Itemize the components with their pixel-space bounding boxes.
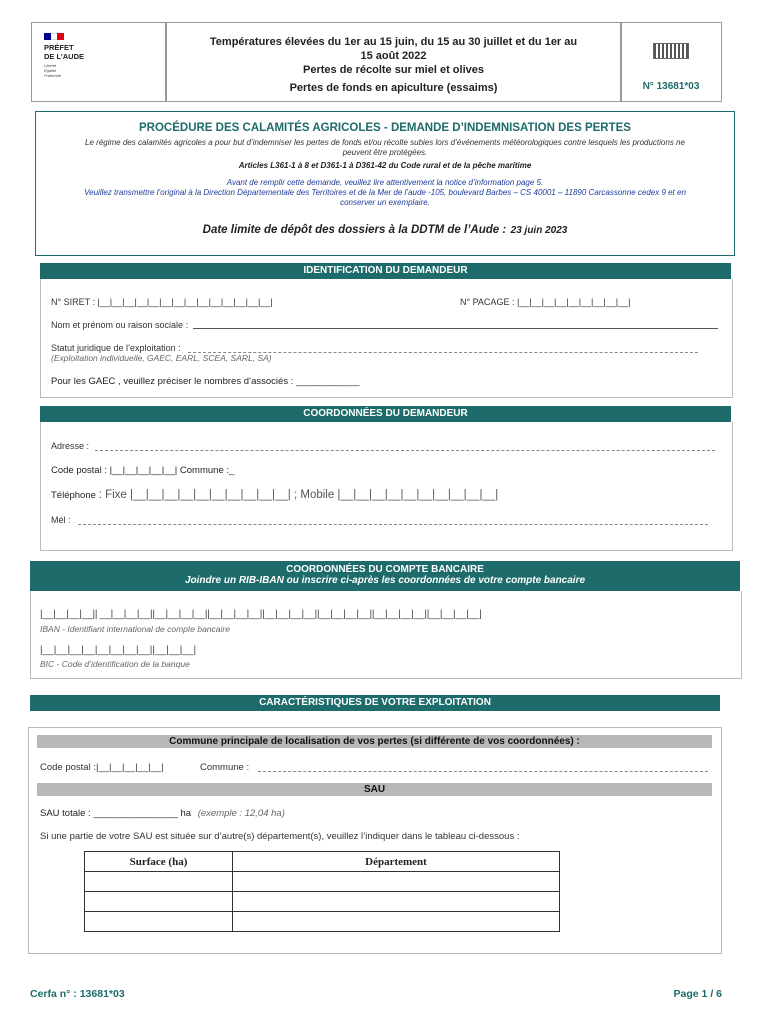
- phone-label: Téléphone: [51, 490, 96, 501]
- status-label: Statut juridique de l’exploitation :: [51, 343, 181, 353]
- exploitation-commune-field[interactable]: [258, 771, 708, 772]
- table-header-departement: Département: [233, 852, 560, 872]
- logo-line: PRÉFET: [44, 43, 74, 52]
- section-identification-title: IDENTIFICATION DU DEMANDEUR: [40, 263, 731, 279]
- departement-cell[interactable]: [233, 892, 560, 912]
- form-title-line: Pertes de fonds en apiculture (essaims): [289, 82, 498, 94]
- header-title-box: [165, 22, 622, 102]
- deadline-date: 23 juin 2023: [510, 225, 568, 236]
- surface-cell[interactable]: [85, 892, 233, 912]
- name-field[interactable]: [193, 328, 718, 329]
- departement-cell[interactable]: [233, 872, 560, 892]
- deadline-label: Date limite de dépôt des dossiers à la DDTM de l’Aude :: [202, 224, 507, 236]
- exploitation-postal-code-field[interactable]: Code postal :|__|__|__|__|__|: [40, 762, 164, 773]
- sau-department-table: [84, 851, 560, 932]
- form-title-line: Pertes de récolte sur miel et olives: [303, 64, 484, 76]
- bic-field[interactable]: |__|__|__|__|__|__|__|__||__|__|__|: [40, 645, 197, 656]
- table-row: [85, 892, 560, 912]
- surface-cell[interactable]: [85, 912, 233, 932]
- sau-total-field[interactable]: SAU totale : ________________ ha: [40, 808, 192, 819]
- table-row: [85, 872, 560, 892]
- logo-motto: [44, 63, 61, 78]
- notice-text: Avant de remplir cette demande, veuillez lire attentivement la notice d’information page 5.: [226, 178, 544, 187]
- section-bank-title: [30, 561, 740, 591]
- address-field[interactable]: [95, 450, 715, 451]
- status-hint: (Exploitation individuelle, GAEC, EARL, SCEA, SARL, SA): [51, 353, 272, 363]
- intro-box: [35, 111, 735, 256]
- siret-field[interactable]: N° SIRET : |__|__|__|__|__|__|__|__|__|__|__|__|__|__|: [51, 297, 273, 307]
- sau-example: (exemple : 12,04 ha): [197, 808, 285, 819]
- form-title-line: Températures élevées du 1er au 15 juin, du 15 au 30 juillet et du 1er au: [209, 36, 578, 48]
- gaec-associes-field[interactable]: Pour les GAEC , veuillez préciser le nombres d’associés : ____________: [51, 376, 360, 387]
- commune-bar: Commune principale de localisation de vos pertes (si différente de vos coordonnées) :: [37, 735, 712, 748]
- bank-title: COORDONNÉES DU COMPTE BANCAIRE: [286, 564, 484, 575]
- section-coordonnees-title: COORDONNÉES DU DEMANDEUR: [40, 406, 731, 422]
- name-label: Nom et prénom ou raison sociale :: [51, 320, 189, 330]
- header-logo-box: [31, 22, 167, 102]
- section-coordonnees-box: [40, 422, 733, 551]
- logo-line: DE L’AUDE: [44, 52, 85, 61]
- articles-reference: Articles L361-1 à 8 et D361-1 à D361-42 du Code rural et de la pêche maritime: [238, 161, 532, 170]
- exploitation-commune-label: Commune :: [200, 762, 250, 773]
- motto-line: Fraternité: [44, 73, 62, 78]
- postal-code-field[interactable]: Code postal : |__|__|__|__|__| Commune :_: [51, 465, 235, 476]
- section-exploitation-title: CARACTÉRISTIQUES DE VOTRE EXPLOITATION: [30, 695, 720, 711]
- bic-label: BIC - Code d’identification de la banque: [40, 659, 190, 669]
- motto-line: Égalité: [44, 68, 57, 73]
- pacage-field[interactable]: N° PACAGE : |__|__|__|__|__|__|__|__|__|: [460, 297, 631, 307]
- sau-bar: SAU: [37, 783, 712, 796]
- cerfa-number: N° 13681*03: [642, 81, 700, 92]
- cerfa-logo-icon: [653, 43, 689, 59]
- intro-text: Le régime des calamités agricoles a pour but d’indemniser les pertes de fonds et/ou récolte subies lors d’événements météorologiques contre lesquels les productions ne: [85, 138, 685, 147]
- intro-title: PROCÉDURE DES CALAMITÉS AGRICOLES - DEMANDE D’INDEMNISATION DES PERTES: [139, 122, 631, 134]
- email-field[interactable]: [78, 524, 708, 525]
- departement-cell[interactable]: [233, 912, 560, 932]
- motto-line: Liberté: [44, 63, 57, 68]
- surface-cell[interactable]: [85, 872, 233, 892]
- notice-text: conserver un exemplaire.: [340, 198, 430, 207]
- intro-text: peuvent être protégées.: [342, 148, 428, 157]
- email-label: Mél :: [51, 515, 71, 525]
- sau-row: [40, 808, 285, 819]
- footer-cerfa: Cerfa n° : 13681*03: [30, 988, 125, 1000]
- address-label: Adresse :: [51, 441, 90, 451]
- footer-page-number: Page 1 / 6: [673, 988, 722, 1000]
- iban-field[interactable]: |__|__|__|__|| __|__|__|__||__|__|__|__||__|__|__|__||__|__|__|__||__|__|__|__||__|__|__|__||__|__|__|__|: [40, 609, 482, 620]
- table-header-surface: Surface (ha): [85, 852, 233, 872]
- table-row: [85, 912, 560, 932]
- notice-text: Veuillez transmettre l’original à la Direction Départementale des Territoires et de la Mer de l’aude -105, boulevard Barbes – CS 40001 – 11890 Carcassonne cedex 9 et en: [84, 188, 686, 197]
- form-title-line: 15 août 2022: [360, 50, 427, 62]
- header-cerfa-box: [620, 22, 722, 102]
- logo-text: [44, 43, 84, 61]
- iban-label: IBAN - Identifiant international de compte bancaire: [40, 624, 230, 634]
- bank-subtitle: Joindre un RIB-IBAN ou inscrire ci-après les coordonnées de votre compte bancaire: [184, 575, 586, 586]
- phone-fields[interactable]: : Fixe |__|__|__|__|__|__|__|__|__|__| ; Mobile |__|__|__|__|__|__|__|__|__|__|: [98, 489, 499, 501]
- french-flag-icon: [44, 33, 64, 40]
- sau-question: Si une partie de votre SAU est située sur d’autre(s) département(s), veuillez l’indiquer dans le tableau ci-dessous :: [40, 831, 520, 842]
- phone-row: [51, 489, 498, 501]
